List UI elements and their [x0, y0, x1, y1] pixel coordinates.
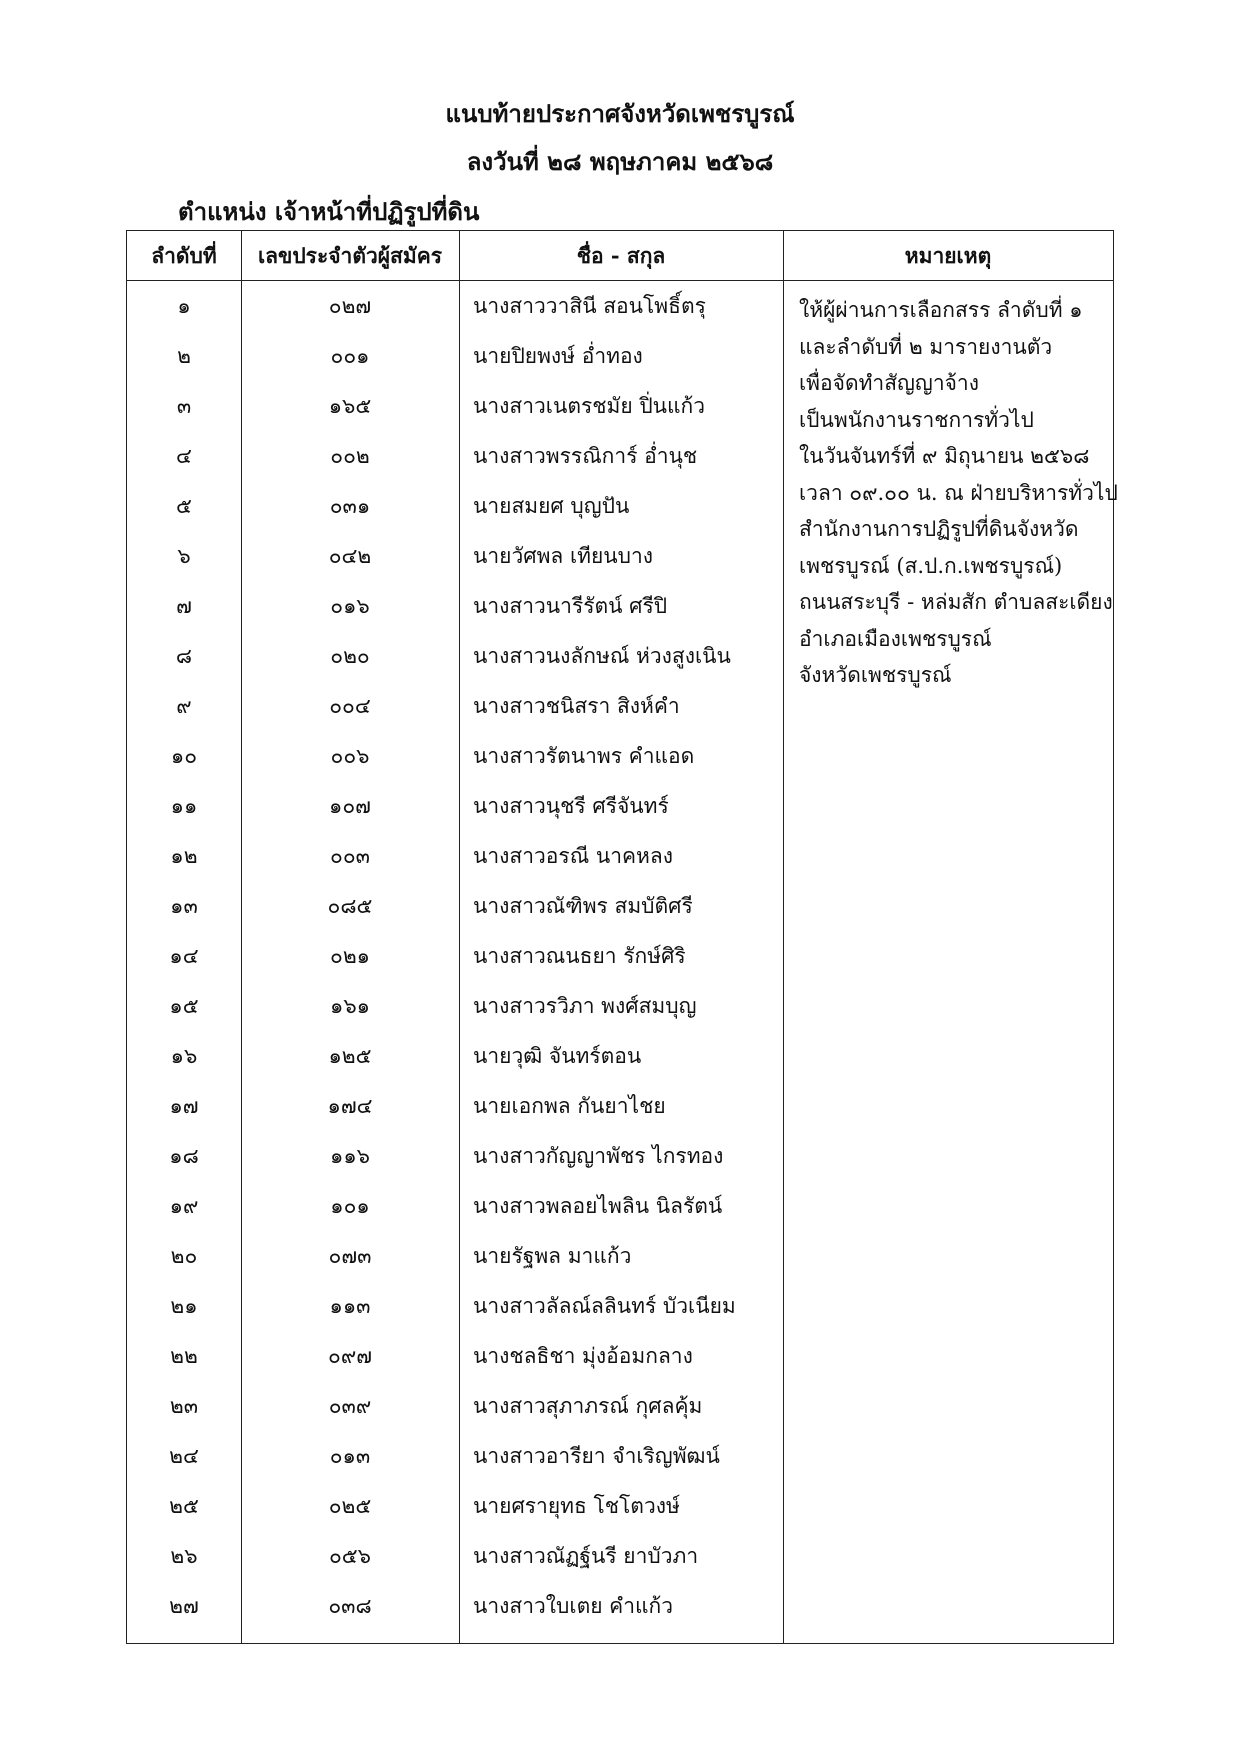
row-full-name: นางสาวนุชรี ศรีจันทร์ [473, 794, 669, 818]
row-order-number: ๑๖ [170, 1044, 198, 1068]
row-full-name: นายวุฒิ จันทร์ตอน [473, 1044, 642, 1068]
table-row [127, 731, 1115, 781]
table-row [127, 1531, 1115, 1581]
remarks-cell [799, 292, 1118, 694]
remark-line: และลำดับที่ ๒ มารายงานตัว [799, 334, 1053, 359]
document-title: แนบท้ายประกาศจังหวัดเพชรบูรณ์ [445, 99, 795, 128]
remark-line: อำเภอเมืองเพชรบูรณ์ [799, 626, 992, 651]
row-applicant-id: ๐๔๒ [328, 544, 372, 568]
row-full-name: นางสาวอารียา จำเริญพัฒน์ [473, 1444, 720, 1468]
table-row [127, 1431, 1115, 1481]
remark-line: สำนักงานการปฏิรูปที่ดินจังหวัด [799, 517, 1079, 541]
remark-line: เพื่อจัดทำสัญญาจ้าง [799, 371, 979, 395]
table-row [127, 1281, 1115, 1331]
remark-line: เป็นพนักงานราชการทั่วไป [799, 407, 1034, 432]
row-full-name: นางสาวเนตรชมัย ปิ่นแก้ว [473, 394, 706, 418]
row-order-number: ๑๔ [169, 944, 199, 968]
table-row [127, 831, 1115, 881]
row-full-name: นายวัศพล เทียนบาง [473, 544, 654, 568]
row-order-number: ๑๘ [169, 1144, 199, 1168]
row-full-name: นางสาวพรรณิการ์ อ่ำนุช [473, 444, 698, 468]
row-applicant-id: ๐๒๗ [328, 294, 372, 318]
table-row [127, 781, 1115, 831]
table-row [127, 1331, 1115, 1381]
row-order-number: ๒๕ [169, 1494, 199, 1518]
row-full-name: นายปิยพงษ์ อ่ำทอง [473, 344, 643, 368]
row-applicant-id: ๐๓๙ [328, 1394, 372, 1418]
row-applicant-id: ๐๒๕ [328, 1494, 372, 1518]
remark-line: ในวันจันทร์ที่ ๙ มิถุนายน ๒๕๖๘ [799, 444, 1090, 468]
row-full-name: นางชลธิชา มุ่งอ้อมกลาง [473, 1344, 693, 1368]
row-order-number: ๑๒ [170, 844, 198, 868]
row-applicant-id: ๐๐๑ [330, 344, 370, 368]
row-applicant-id: ๐๐๔ [329, 694, 371, 718]
row-applicant-id: ๑๖๕ [328, 394, 372, 418]
table-row [127, 1381, 1115, 1431]
row-applicant-id: ๐๐๓ [330, 844, 370, 868]
header-remarks: หมายเหตุ [904, 243, 992, 268]
row-full-name: นางสาวชนิสรา สิงห์คำ [473, 694, 680, 718]
row-applicant-id: ๐๑๓ [329, 1444, 371, 1468]
row-order-number: ๙ [176, 694, 192, 718]
table-row [127, 1181, 1115, 1231]
row-applicant-id: ๑๖๑ [330, 994, 370, 1018]
row-applicant-id: ๑๑๓ [329, 1294, 371, 1318]
candidate-table [126, 230, 1118, 1644]
row-full-name: นางสาวสุภาภรณ์ กุศลคุ้ม [473, 1394, 703, 1418]
row-full-name: นางสาวณัฏฐ์นรี ยาบัวภา [473, 1544, 699, 1568]
row-order-number: ๒๐ [170, 1244, 198, 1268]
table-row [127, 1481, 1115, 1531]
row-applicant-id: ๐๒๐ [330, 644, 370, 668]
row-order-number: ๑๐ [170, 744, 198, 768]
row-applicant-id: ๐๐๒ [330, 444, 370, 468]
row-full-name: นางสาวณัฑิพร สมบัติศรี [473, 894, 693, 918]
row-order-number: ๒๑ [170, 1294, 198, 1318]
remark-line: เพชรบูรณ์ (ส.ป.ก.เพชรบูรณ์) [799, 553, 1063, 578]
table-row [127, 981, 1115, 1031]
remark-line: จังหวัดเพชรบูรณ์ [799, 663, 952, 687]
row-applicant-id: ๐๓๑ [329, 494, 371, 518]
header-name: ชื่อ - สกุล [576, 243, 666, 268]
row-full-name: นางสาวณนธยา รักษ์ศิริ [473, 944, 686, 968]
row-applicant-id: ๐๑๖ [330, 594, 370, 618]
row-order-number: ๑๗ [169, 1094, 199, 1118]
table-row [127, 1231, 1115, 1281]
table-row [127, 881, 1115, 931]
row-order-number: ๒๗ [169, 1594, 199, 1618]
row-applicant-id: ๐๒๑ [330, 944, 370, 968]
row-applicant-id: ๑๐๑ [330, 1194, 370, 1218]
table-row [127, 1581, 1115, 1631]
position-label: ตำแหน่ง เจ้าหน้าที่ปฏิรูปที่ดิน [178, 197, 480, 226]
row-full-name: นางสาวพลอยไพลิน นิลรัตน์ [473, 1194, 723, 1218]
row-order-number: ๑ [177, 294, 191, 318]
row-order-number: ๒ [177, 344, 191, 368]
header-applicant-id: เลขประจำตัวผู้สมัคร [257, 243, 443, 268]
row-full-name: นายรัฐพล มาแก้ว [473, 1244, 632, 1268]
row-order-number: ๒๓ [169, 1394, 199, 1418]
table-row [127, 931, 1115, 981]
row-full-name: นางสาวรัตนาพร คำแอด [473, 744, 695, 768]
remark-line: ให้ผู้ผ่านการเลือกสรร ลำดับที่ ๑ [799, 298, 1083, 322]
row-order-number: ๕ [176, 494, 192, 518]
row-order-number: ๒๒ [170, 1344, 198, 1368]
row-order-number: ๒๖ [170, 1544, 198, 1568]
row-full-name: นางสาวกัญญาพัชร ไกรทอง [473, 1144, 724, 1168]
table-row [127, 1081, 1115, 1131]
header-order: ลำดับที่ [151, 243, 217, 268]
row-full-name: นางสาวนงลักษณ์ ห่วงสูงเนิน [473, 644, 731, 668]
row-applicant-id: ๐๘๕ [327, 894, 373, 918]
row-full-name: นายสมยศ บุญปัน [473, 494, 630, 518]
row-order-number: ๑๙ [169, 1194, 199, 1218]
row-applicant-id: ๐๕๖ [328, 1544, 372, 1568]
remark-line: เวลา ๐๙.๐๐ น. ณ ฝ่ายบริหารทั่วไป [799, 480, 1118, 505]
row-applicant-id: ๐๗๓ [328, 1244, 372, 1268]
row-applicant-id: ๑๗๔ [327, 1094, 373, 1118]
row-full-name: นายศรายุทธ โชโตวงษ์ [473, 1494, 680, 1518]
row-order-number: ๔ [176, 444, 192, 468]
row-applicant-id: ๐๐๖ [330, 744, 370, 768]
row-order-number: ๑๑ [170, 794, 198, 818]
row-full-name: นางสาวใบเตย คำแก้ว [473, 1594, 674, 1618]
table-row [127, 1131, 1115, 1181]
row-full-name: นางสาวรวิภา พงศ์สมบุญ [473, 994, 697, 1018]
row-applicant-id: ๑๒๕ [328, 1044, 372, 1068]
document-date: ลงวันที่ ๒๘ พฤษภาคม ๒๕๖๘ [466, 147, 774, 176]
row-order-number: ๑๕ [169, 994, 199, 1018]
row-order-number: ๘ [175, 644, 193, 668]
row-order-number: ๒๔ [169, 1444, 199, 1468]
row-full-name: นายเอกพล กันยาไชย [473, 1094, 666, 1118]
row-order-number: ๑๓ [170, 894, 198, 918]
row-order-number: ๖ [177, 544, 191, 568]
remark-line: ถนนสระบุรี - หล่มสัก ตำบลสะเดียง [799, 590, 1113, 614]
row-applicant-id: ๐๓๘ [328, 1594, 372, 1618]
row-full-name: นางสาวอรณี นาคหลง [473, 844, 674, 868]
row-full-name: นางสาวลัลณ์ลลินทร์ บัวเนียม [473, 1294, 736, 1318]
row-applicant-id: ๑๐๗ [329, 794, 371, 818]
row-order-number: ๓ [176, 394, 192, 418]
row-order-number: ๗ [176, 594, 192, 618]
table-row [127, 1031, 1115, 1081]
row-full-name: นางสาววาสินี สอนโพธิ์ตรุ [473, 294, 706, 318]
row-applicant-id: ๑๑๖ [330, 1144, 370, 1168]
row-full-name: นางสาวนารีรัตน์ ศรีปิ [473, 594, 668, 618]
row-applicant-id: ๐๙๗ [328, 1344, 372, 1368]
